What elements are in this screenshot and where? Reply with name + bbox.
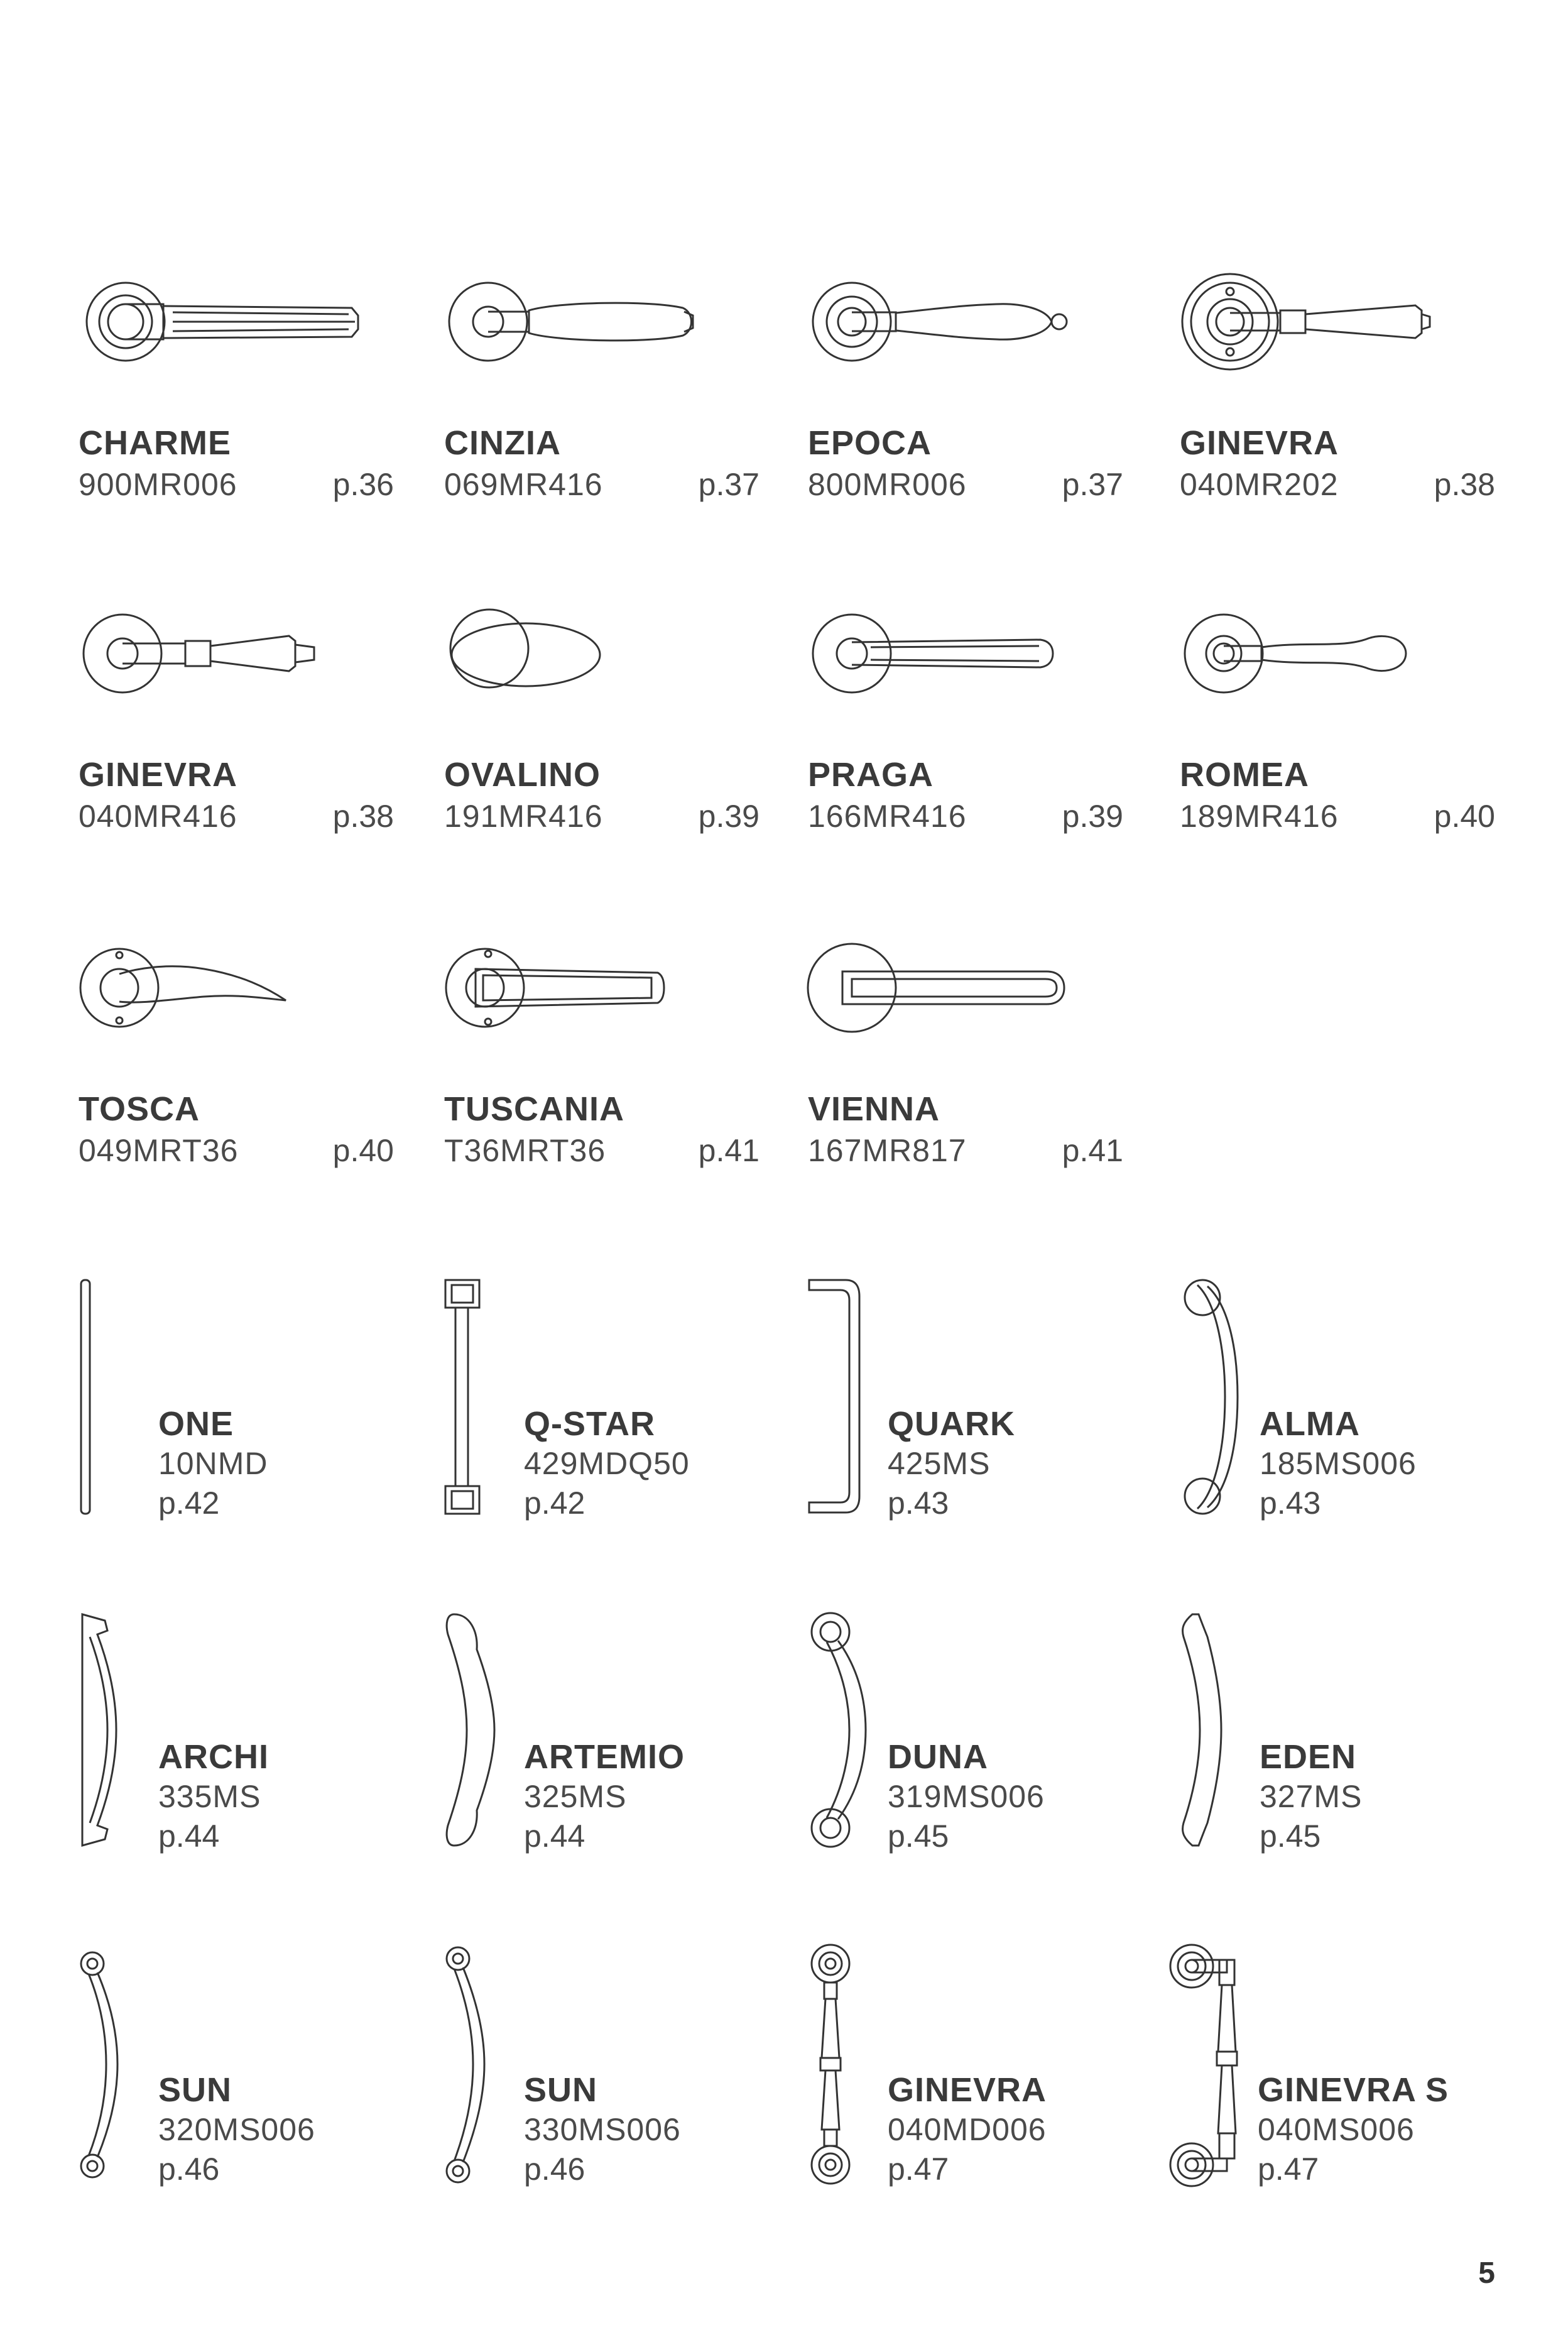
page-reference: p.40 (1434, 799, 1495, 834)
product-code: 069MR416 (444, 467, 603, 502)
product-code: 325MS (524, 1779, 627, 1814)
product-code: 166MR416 (808, 799, 967, 834)
page-reference: p.43 (1260, 1485, 1321, 1521)
page-number: 5 (1478, 2256, 1495, 2290)
archi-handle-drawing (79, 1612, 148, 1863)
product-cinzia (444, 278, 783, 502)
romea-handle-drawing (1180, 610, 1456, 735)
product-name: ARCHI (158, 1738, 269, 1776)
product-name: SUN (524, 2071, 598, 2109)
page-reference: p.47 (888, 2152, 949, 2187)
product-romea (1180, 610, 1519, 834)
product-code: 167MR817 (808, 1133, 967, 1168)
product-code: 330MS006 (524, 2112, 681, 2147)
artemio-handle-drawing (444, 1612, 513, 1863)
product-ginevra-416 (79, 610, 418, 834)
product-code: 319MS006 (888, 1779, 1045, 1814)
sun-330-handle-drawing (444, 1945, 513, 2196)
duna-handle-drawing (808, 1612, 877, 1863)
page-reference: p.44 (158, 1819, 220, 1854)
ginevra-416-handle-drawing (79, 610, 355, 735)
ginevra-md-handle-drawing (808, 1945, 877, 2196)
sun-320-handle-drawing (79, 1945, 148, 2196)
page-reference: p.39 (698, 799, 760, 834)
cinzia-handle-drawing (444, 278, 721, 403)
product-ovalino (444, 610, 783, 834)
product-name: EDEN (1260, 1738, 1357, 1776)
product-name: OVALINO (444, 756, 601, 794)
page-reference: p.38 (332, 799, 394, 834)
product-name: Q-STAR (524, 1405, 655, 1443)
page-reference: p.40 (332, 1133, 394, 1168)
q-star-handle-drawing (444, 1279, 513, 1530)
product-code: 10NMD (158, 1446, 268, 1481)
product-code: 327MS (1260, 1779, 1363, 1814)
page-reference: p.46 (524, 2152, 585, 2187)
ginevra-s-handle-drawing (1157, 1945, 1245, 2196)
product-code: 040MS006 (1258, 2112, 1415, 2147)
product-tuscania (444, 944, 783, 1168)
page-reference: p.41 (698, 1133, 760, 1168)
product-name: GINEVRA S (1258, 2071, 1449, 2109)
product-code: 320MS006 (158, 2112, 315, 2147)
product-ginevra-202 (1180, 278, 1519, 502)
page-reference: p.44 (524, 1819, 585, 1854)
page-reference: p.39 (1062, 799, 1123, 834)
product-code: 040MD006 (888, 2112, 1047, 2147)
product-name: CINZIA (444, 424, 561, 462)
product-name: DUNA (888, 1738, 988, 1776)
page-reference: p.42 (158, 1485, 220, 1521)
product-name: TUSCANIA (444, 1090, 624, 1128)
product-name: GINEVRA (79, 756, 238, 794)
product-tosca (79, 944, 418, 1168)
page-reference: p.36 (332, 467, 394, 502)
product-code: 425MS (888, 1446, 991, 1481)
product-code: 800MR006 (808, 467, 967, 502)
vienna-handle-drawing (808, 944, 1084, 1069)
page-reference: p.47 (1258, 2152, 1319, 2187)
product-code: 040MR202 (1180, 467, 1339, 502)
product-name: VIENNA (808, 1090, 940, 1128)
eden-handle-drawing (1180, 1612, 1249, 1863)
ginevra-202-handle-drawing (1180, 278, 1456, 403)
page-reference: p.41 (1062, 1133, 1123, 1168)
product-name: CHARME (79, 424, 231, 462)
product-code: 049MRT36 (79, 1133, 239, 1168)
epoca-handle-drawing (808, 278, 1084, 403)
page-reference: p.43 (888, 1485, 949, 1521)
product-name: PRAGA (808, 756, 934, 794)
page-reference: p.42 (524, 1485, 585, 1521)
page-reference: p.37 (1062, 467, 1123, 502)
product-code: 040MR416 (79, 799, 237, 834)
product-name: GINEVRA (1180, 424, 1339, 462)
product-code: 189MR416 (1180, 799, 1339, 834)
praga-handle-drawing (808, 610, 1084, 735)
product-name: QUARK (888, 1405, 1015, 1443)
product-code: 429MDQ50 (524, 1446, 690, 1481)
page-reference: p.45 (888, 1819, 949, 1854)
product-code: 185MS006 (1260, 1446, 1417, 1481)
product-vienna (808, 944, 1147, 1168)
quark-handle-drawing (808, 1279, 877, 1530)
product-name: SUN (158, 2071, 232, 2109)
product-name: TOSCA (79, 1090, 200, 1128)
product-code: 900MR006 (79, 467, 237, 502)
tuscania-handle-drawing (444, 944, 721, 1069)
product-name: ALMA (1260, 1405, 1360, 1443)
tosca-handle-drawing (79, 944, 355, 1069)
product-code: 335MS (158, 1779, 261, 1814)
product-epoca (808, 278, 1147, 502)
product-praga (808, 610, 1147, 834)
product-code: 191MR416 (444, 799, 603, 834)
product-name: GINEVRA (888, 2071, 1047, 2109)
product-name: EPOCA (808, 424, 932, 462)
alma-handle-drawing (1180, 1279, 1249, 1530)
product-code: T36MRT36 (444, 1133, 606, 1168)
page-reference: p.37 (698, 467, 760, 502)
charme-handle-drawing (79, 278, 355, 403)
product-charme (79, 278, 418, 502)
page-reference: p.38 (1434, 467, 1495, 502)
ovalino-handle-drawing (444, 610, 721, 735)
product-name: ONE (158, 1405, 234, 1443)
page-reference: p.46 (158, 2152, 220, 2187)
one-handle-drawing (79, 1279, 148, 1530)
page-reference: p.45 (1260, 1819, 1321, 1854)
product-name: ROMEA (1180, 756, 1309, 794)
product-name: ARTEMIO (524, 1738, 685, 1776)
